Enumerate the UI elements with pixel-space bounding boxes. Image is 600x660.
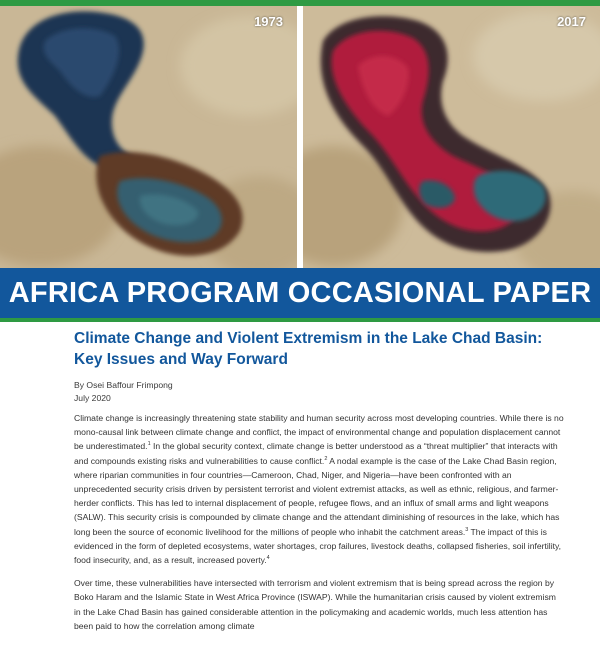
footnote-ref-1[interactable]: 1 [147,441,151,448]
paragraph-2: Over time, these vulnerabilities have intersected with terrorism and violent extremism that is being spread across the region by Boko Haram and the Islamic State in West Africa Province (ISWAP). While the humanitarian crisis caused by violent extremism in the Lake Chad Basin has gained considerable attention in the policymaking and academic worlds, much less attention has been paid to how the correlation among climate [74,578,556,631]
paragraph-1-part-1: Climate change is increasingly threatening state stability and human security across most developing countries. While there is no mono-causal link between climate change and conflict, the impact of environmental change and population displacement cannot be underestimated. [74,413,564,452]
paragraph-1-part-2: In the global security context, climate change is better understood as a “threat multiplier” that interacts with and compounds existing risks and vulnerabilities to cause conflict. [74,441,558,466]
paragraph-1-part-4: The impact of this is evidenced in the form of depleted ecosystems, water shortages, crop failures, livestock deaths, collapsed fisheries, soil infertility, food insecurity, and, as a result, increased poverty. [74,526,562,566]
paragraph-1 [74,411,564,567]
year-label-1973: 1973 [254,14,283,29]
footnote-ref-2[interactable]: 2 [324,455,328,462]
satellite-image-2017 [303,6,600,268]
year-label-2017: 2017 [557,14,586,29]
article-title-line-2: Key Issues and Way Forward [74,351,288,368]
author-byline: By Osei Baffour Frimpong [74,380,173,390]
program-banner [0,268,600,318]
footnote-ref-4[interactable]: 4 [266,555,270,562]
article-title [74,328,564,370]
footnote-ref-3[interactable]: 3 [465,526,469,533]
article-body [74,328,564,633]
publication-date: July 2020 [74,393,111,403]
article-title-line-1: Climate Change and Violent Extremism in the Lake Chad Basin: [74,330,543,347]
green-divider [0,318,600,322]
satellite-image-1973 [0,6,297,268]
paragraph-1-part-3: A nodal example is the case of the Lake Chad Basin region, where riparian communities in four countries—Cameroon, Chad, Niger, and Nigeria—have been confronted with an unprecedented security crisis driven by persistent terrorist and violent extremist attacks, as well as ethnic, religious, and farmer-herder conflicts. This has led to internal displacement of people, refugee flows, and an influx of small arms and light weapons (SALW). This security crisis is compounded by climate change and the attendant diminishing of resources in the lake, which has long been the source of economic livelihood for the millions of people who inhabit the catchment areas. [74,455,560,537]
banner-title: AFRICA PROGRAM OCCASIONAL PAPER [8,276,592,309]
